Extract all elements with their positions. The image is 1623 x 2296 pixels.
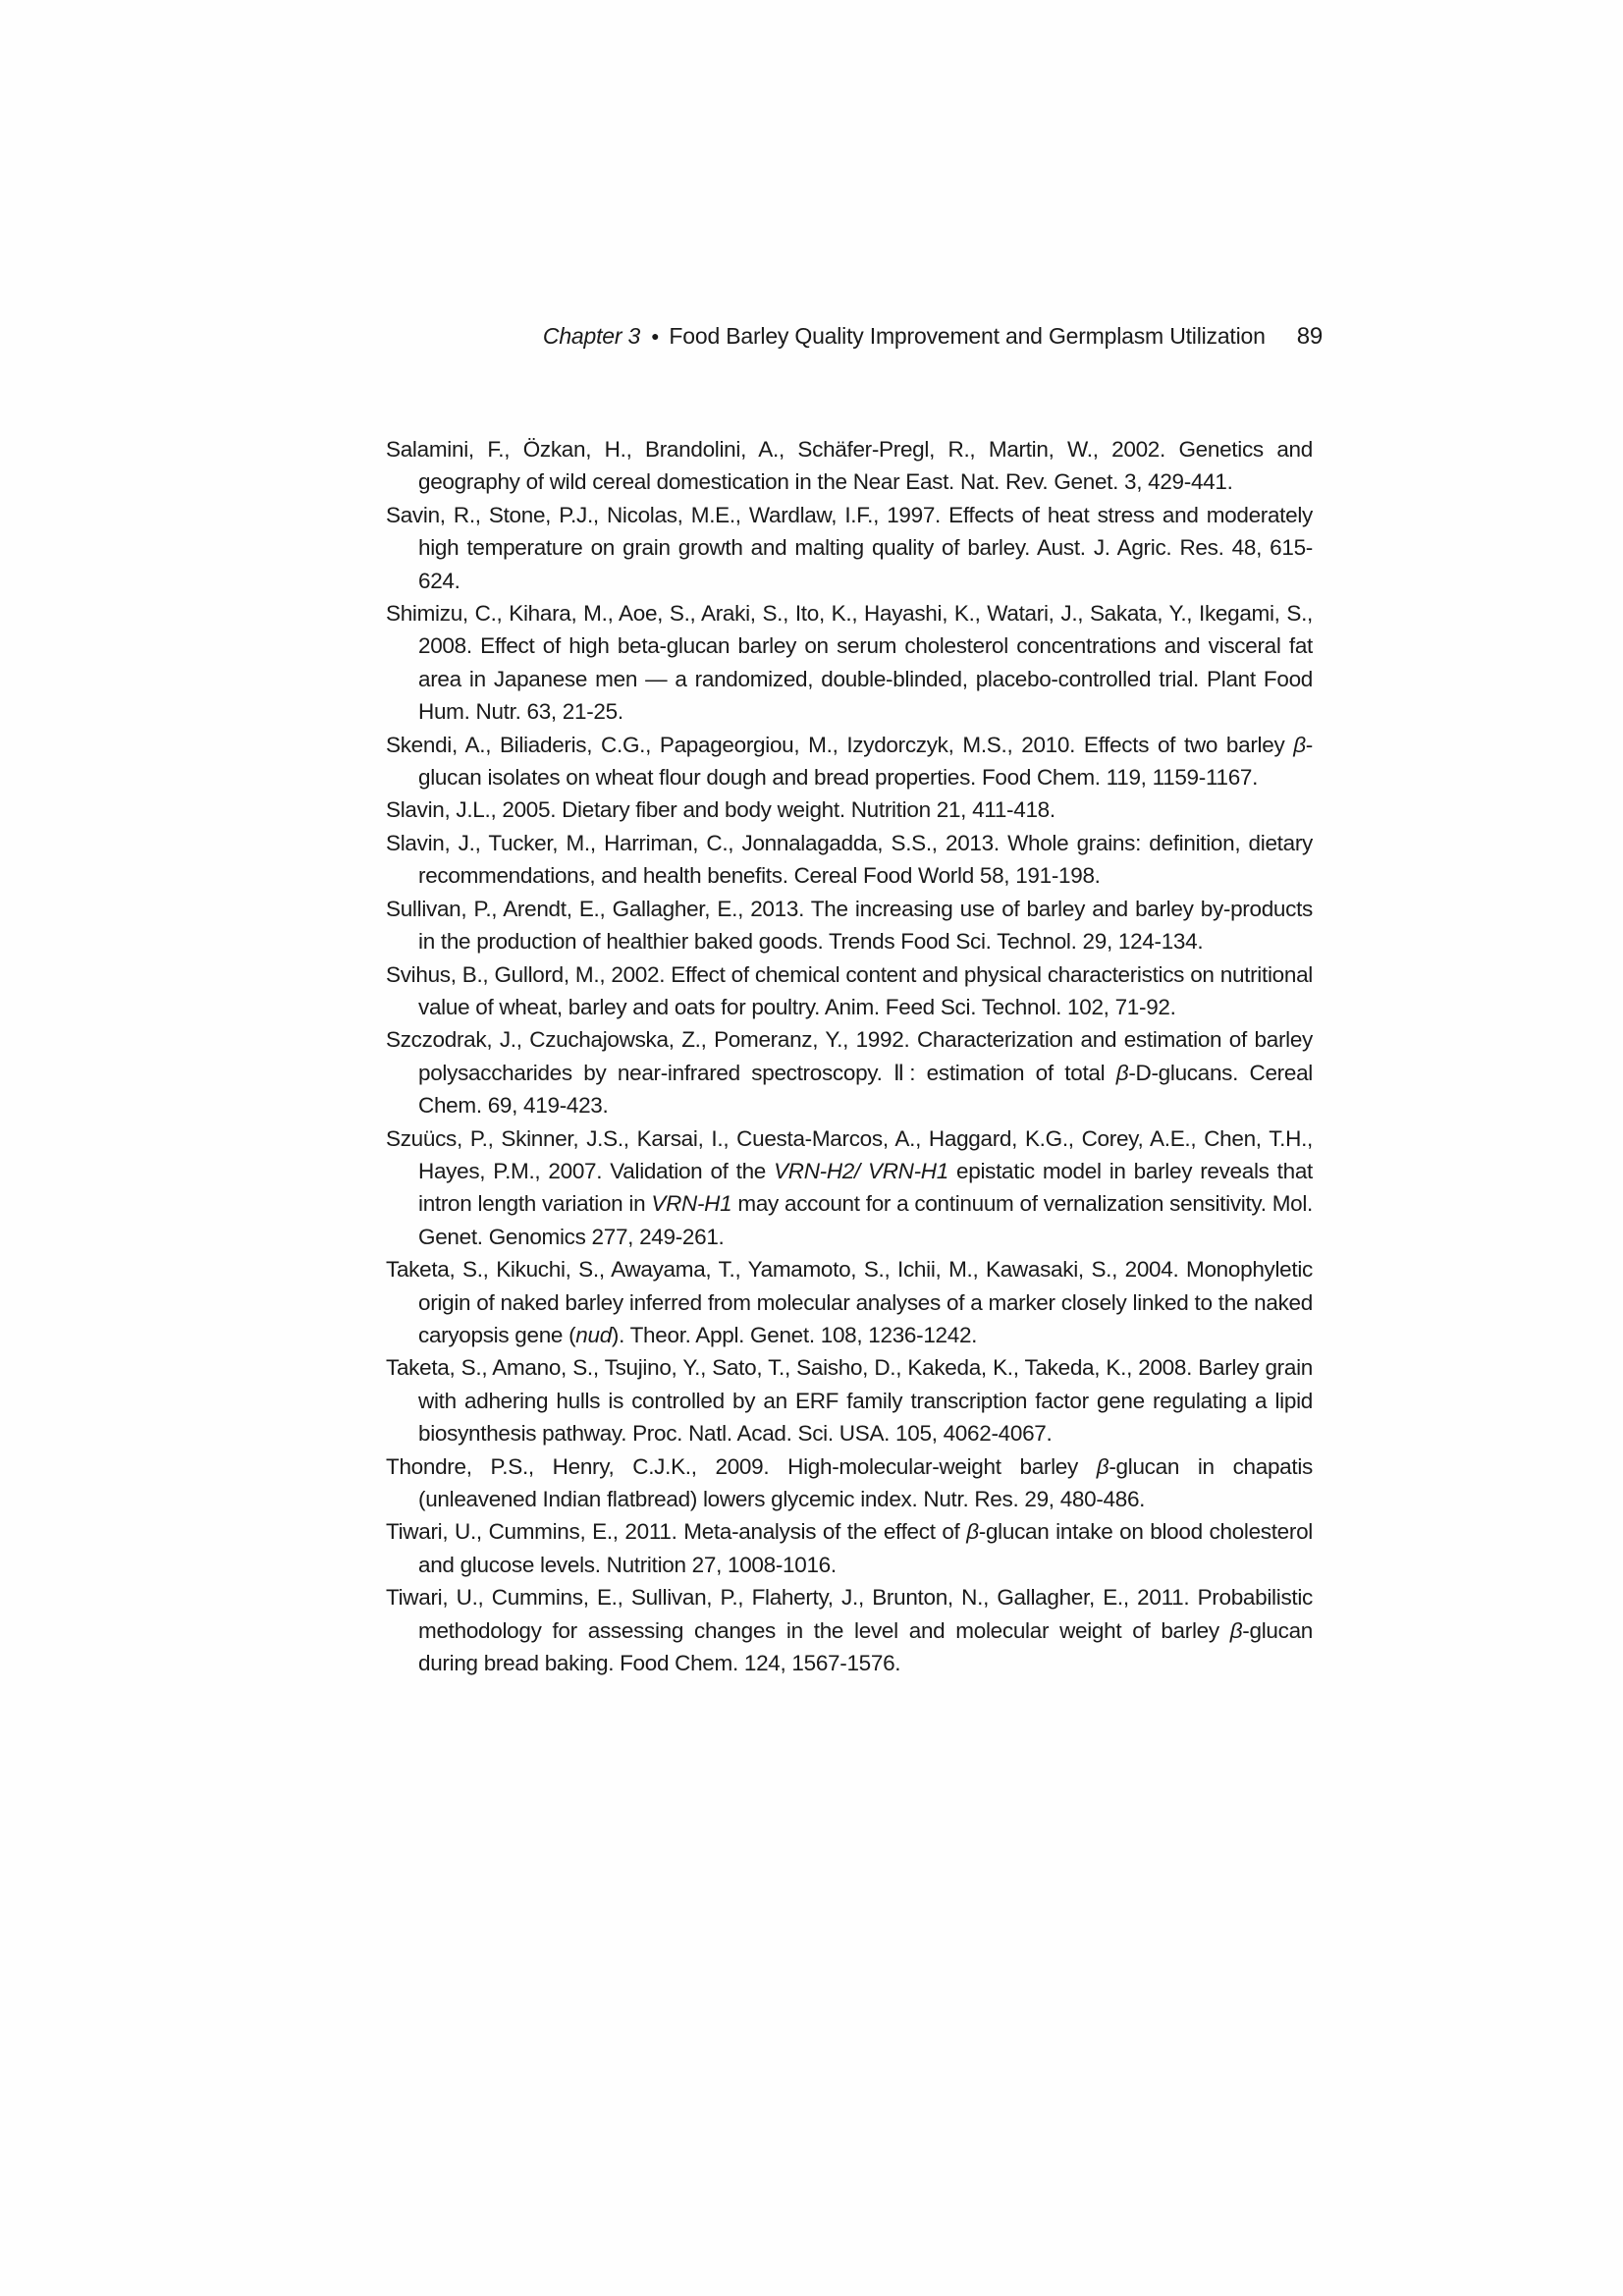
reference-entry [386, 597, 1313, 729]
reference-text: -glucan intake on blood cholesterol and glucose levels. Nutrition 27, 1008-1016. [418, 1519, 1314, 1577]
reference-entry [386, 893, 1313, 958]
reference-entry [386, 1450, 1313, 1516]
reference-text: Skendi, A., Biliaderis, C.G., Papageorgiou, M., Izydorczyk, M.S., 2010. Effects of two barley [386, 732, 1294, 757]
reference-entry [386, 958, 1313, 1024]
reference-entry [386, 1253, 1313, 1351]
reference-text: Tiwari, U., Cummins, E., 2011. Meta-analysis of the effect of [386, 1519, 967, 1545]
reference-italic-text: β [1293, 732, 1306, 757]
reference-entry [386, 793, 1313, 826]
reference-text: Slavin, J.L., 2005. Dietary fiber and body weight. Nutrition 21, 411-418. [386, 797, 1055, 823]
reference-italic-text: β [966, 1519, 979, 1545]
reference-entry [386, 729, 1313, 794]
reference-italic-text: β [1115, 1060, 1129, 1085]
reference-entry [386, 1023, 1313, 1121]
reference-entry [386, 1351, 1313, 1449]
reference-entry [386, 433, 1313, 499]
reference-text: -D-glucans. Cereal Chem. 69, 419-423. [418, 1060, 1314, 1119]
page-header [386, 323, 1323, 351]
reference-entry [386, 1515, 1313, 1581]
reference-text: may account for a continuum of vernalization sensitivity. Mol. Genet. Genomics 277, 249-261. [418, 1191, 1313, 1249]
reference-text: Thondre, P.S., Henry, C.J.K., 2009. High-molecular-weight barley [386, 1453, 1097, 1479]
reference-text: Savin, R., Stone, P.J., Nicolas, M.E., Wardlaw, I.F., 1997. Effects of heat stress and moderately high temperature on grain growth and malting quality of barley. Aust. J. Agric. Res. 48, 615-624. [386, 502, 1313, 593]
bullet-separator-icon: ● [651, 328, 660, 344]
reference-list [386, 433, 1313, 1679]
reference-entry [386, 499, 1313, 597]
reference-text: Tiwari, U., Cummins, E., Sullivan, P., Flaherty, J., Brunton, N., Gallagher, E., 2011. Probabilistic methodology for assessing changes in the level and molecular weight of barley [386, 1585, 1313, 1643]
reference-text: Svihus, B., Gullord, M., 2002. Effect of chemical content and physical characteristics on nutritional value of wheat, barley and oats for poultry. Anim. Feed Sci. Technol. 102, 71-92. [386, 961, 1313, 1019]
reference-text: Szczodrak, J., Czuchajowska, Z., Pomeranz, Y., 1992. Characterization and estimation of barley polysaccharides by near-infrared spectroscopy. Ⅱ: estimation of total [386, 1027, 1313, 1085]
reference-text: Shimizu, C., Kihara, M., Aoe, S., Araki, S., Ito, K., Hayashi, K., Watari, J., Sakata, Y., Ikegami, S., 2008. Effect of high beta-glucan barley on serum cholesterol concentrations and visceral fat area in Japanese men — a randomized, double-blinded, placebo-controlled trial. Plant Food Hum. Nutr. 63, 21-25. [386, 601, 1313, 725]
reference-text: -glucan in chapatis (unleavened Indian flatbread) lowers glycemic index. Nutr. Res. 29, 480-486. [418, 1453, 1313, 1511]
reference-text: Taketa, S., Amano, S., Tsujino, Y., Sato, T., Saisho, D., Kakeda, K., Takeda, K., 2008. Barley grain with adhering hulls is controlled by an ERF family transcription factor gene regulating a lipid biosynthesis pathway. Proc. Natl. Acad. Sci. USA. 105, 4062-4067. [386, 1355, 1313, 1447]
reference-entry [386, 1122, 1313, 1254]
running-head-title: Food Barley Quality Improvement and Germplasm Utilization [669, 323, 1266, 349]
reference-text: -glucan isolates on wheat flour dough and bread properties. Food Chem. 119, 1159-1167. [418, 732, 1313, 791]
reference-text: Szuücs, P., Skinner, J.S., Karsai, I., Cuesta-Marcos, A., Haggard, K.G., Corey, A.E., Chen, T.H., Hayes, P.M., 2007. Validation of the [386, 1125, 1313, 1183]
reference-italic-text: VRN-H2/ VRN-H1 [774, 1158, 948, 1183]
reference-text: ). Theor. Appl. Genet. 108, 1236-1242. [611, 1322, 978, 1347]
page-number: 89 [1296, 323, 1323, 350]
reference-text: Taketa, S., Kikuchi, S., Awayama, T., Yamamoto, S., Ichii, M., Kawasaki, S., 2004. Monophyletic origin of naked barley inferred from molecular analyses of a marker closely linked to the naked caryopsis gene ( [386, 1257, 1313, 1347]
reference-text: Sullivan, P., Arendt, E., Gallagher, E., 2013. The increasing use of barley and barley by-products in the production of healthier baked goods. Trends Food Sci. Technol. 29, 124-134. [386, 896, 1313, 955]
reference-text: -glucan during bread baking. Food Chem. 124, 1567-1576. [418, 1617, 1313, 1676]
reference-entry [386, 1581, 1313, 1679]
chapter-label: Chapter 3 [542, 323, 641, 349]
reference-entry [386, 827, 1313, 893]
reference-text: Salamini, F., Özkan, H., Brandolini, A., Schäfer-Pregl, R., Martin, W., 2002. Genetics and geography of wild cereal domestication in the Near East. Nat. Rev. Genet. 3, 429-441. [386, 437, 1313, 495]
reference-italic-text: β [1229, 1617, 1243, 1643]
reference-text: Slavin, J., Tucker, M., Harriman, C., Jonnalagadda, S.S., 2013. Whole grains: definition, dietary recommendations, and health benefits. Cereal Food World 58, 191-198. [386, 830, 1313, 889]
reference-italic-text: nud [575, 1322, 612, 1347]
reference-italic-text: β [1096, 1453, 1109, 1479]
reference-text: epistatic model in barley reveals that intron length variation in [418, 1158, 1313, 1217]
reference-italic-text: VRN-H1 [651, 1191, 732, 1217]
